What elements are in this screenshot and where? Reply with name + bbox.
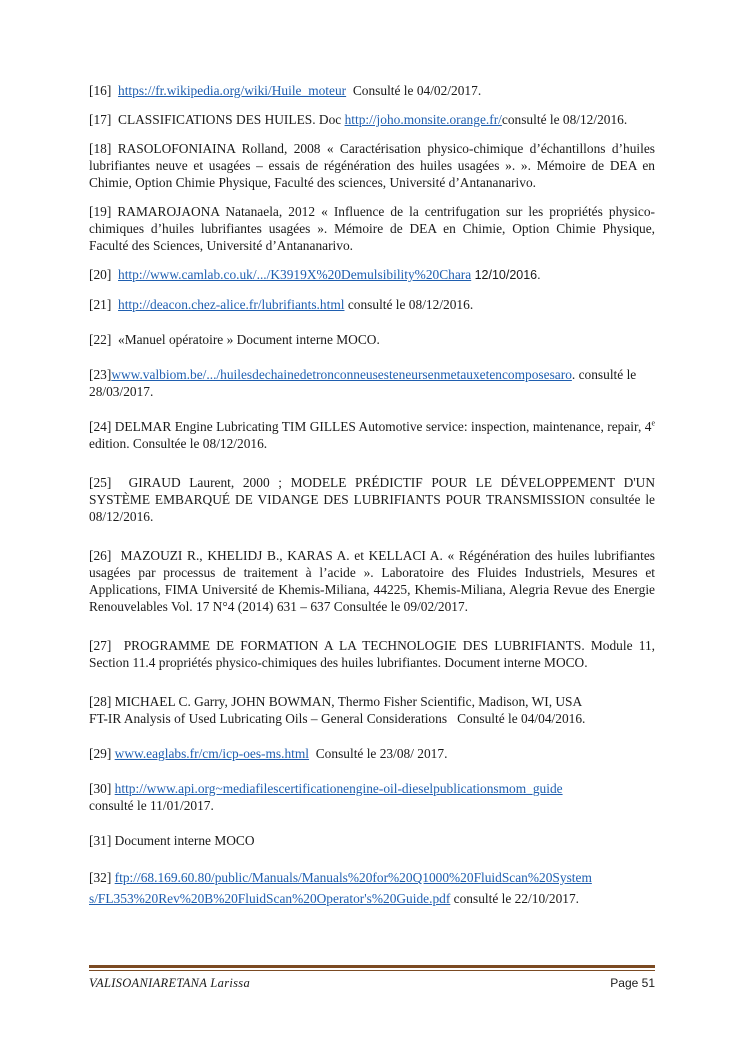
ref-number: [32] <box>89 870 112 885</box>
footer-author: VALISOANIARETANA Larissa <box>89 976 251 990</box>
ref-number: [16] <box>89 83 112 98</box>
ref-line <box>89 693 655 710</box>
ref-text: consulté le 08/12/2016. <box>501 112 628 127</box>
reference-16 <box>89 82 655 99</box>
reference-link[interactable]: http://www.camlab.co.uk/.../K3919X%20Demulsibility%20Chara <box>118 267 472 282</box>
ref-number: [29] <box>89 746 112 761</box>
reference-17 <box>89 111 655 128</box>
ref-text: DELMAR Engine Lubricating TIM GILLES Automotive service: inspection, maintenance, repair, 4 <box>114 419 652 434</box>
ref-text: . consulté le 28/03/2017. <box>89 367 637 399</box>
ref-number: [27] <box>89 638 112 653</box>
ref-number: [19] <box>89 204 112 219</box>
ref-number: [30] <box>89 781 112 796</box>
ref-line: FT-IR Analysis of Used Lubricating Oils – General Considerations Consulté le 04/04/2016. <box>89 711 586 726</box>
ref-text: RAMAROJAONA Natanaela, 2012 « Influence de la centrifugation sur les propriétés physico-chimiques d’huiles lubrifiantes usagées ». Mémoire de DEA en Chimie, Option Chimie Physique, Faculté des Sciences, Université d’Antananarivo. <box>89 204 655 253</box>
ref-text: CLASSIFICATIONS DES HUILES. Doc <box>118 112 342 127</box>
ref-text: «Manuel opératoire » Document interne MOCO. <box>118 332 380 347</box>
ordinal-superscript: e <box>651 418 655 428</box>
reference-26 <box>89 547 655 615</box>
reference-link[interactable]: ftp://68.169.60.80/public/Manuals/Manuals%20for%20Q1000%20FluidScan%20System <box>114 870 592 885</box>
reference-31 <box>89 832 655 849</box>
ref-text: consulté le 08/12/2016. <box>347 297 474 312</box>
reference-32 <box>89 867 655 909</box>
reference-link[interactable]: www.valbiom.be/.../huilesdechainedetronconneusesteneursenmetauxetencomposesaro <box>111 367 572 382</box>
reference-link[interactable]: http://www.api.org~mediafilescertificationengine-oil-dieselpublicationsmom_guide <box>114 781 563 796</box>
reference-25 <box>89 474 655 525</box>
reference-19 <box>89 203 655 254</box>
ref-text: consulté le 22/10/2017. <box>453 891 580 906</box>
reference-list <box>89 82 655 909</box>
reference-link-cont[interactable]: s/FL353%20Rev%20B%20FluidScan%20Operator's%20Guide.pdf <box>89 891 451 906</box>
ref-text: consulté le 11/01/2017. <box>89 798 214 813</box>
ref-number: [25] <box>89 475 112 490</box>
ref-text: 12/10/2016. <box>474 268 541 282</box>
ref-text: MAZOUZI R., KHELIDJ B., KARAS A. et KELLACI A. « Régénération des huiles lubrifiantes usagées par processus de traitement à l’acide ». Laboratoire des Fluides Industriels, Mesures et Applications, FIMA Université de Khemis-Miliana, 44225, Khemis-Miliana, Alegria Revue des Energie Renouvelables Vol. 17 N°4 (2014) 631 – 637 Consultée le 09/02/2017. <box>89 548 655 614</box>
footer-rule <box>89 965 655 968</box>
ref-text: MICHAEL C. Garry, JOHN BOWMAN, Thermo Fisher Scientific, Madison, WI, USA <box>114 694 583 709</box>
reference-27 <box>89 637 655 671</box>
ref-line <box>89 867 655 888</box>
reference-30 <box>89 780 655 814</box>
ref-number: [23] <box>89 367 112 382</box>
reference-link[interactable]: http://joho.monsite.orange.fr/ <box>344 112 502 127</box>
reference-18 <box>89 140 655 191</box>
reference-link[interactable]: https://fr.wikipedia.org/wiki/Huile_moteur <box>118 83 347 98</box>
reference-23 <box>89 366 655 400</box>
ref-number: [31] <box>89 833 112 848</box>
footer-rule-thin <box>89 970 655 971</box>
reference-21 <box>89 296 655 313</box>
ref-number: [21] <box>89 297 112 312</box>
ref-number: [22] <box>89 332 112 347</box>
reference-link[interactable]: www.eaglabs.fr/cm/icp-oes-ms.html <box>114 746 310 761</box>
ref-number: [18] <box>89 141 112 156</box>
reference-22 <box>89 331 655 348</box>
ref-number: [24] <box>89 419 112 434</box>
reference-link[interactable]: http://deacon.chez-alice.fr/lubrifiants.html <box>118 297 345 312</box>
ref-number: [17] <box>89 112 112 127</box>
ref-text: Consulté le 04/02/2017. <box>352 83 482 98</box>
reference-29 <box>89 745 655 762</box>
ref-number: [20] <box>89 267 112 282</box>
ref-number: [26] <box>89 548 112 563</box>
reference-20 <box>89 266 655 284</box>
ref-text: GIRAUD Laurent, 2000 ; MODELE PRÉDICTIF POUR LE DÉVELOPPEMENT D'UN SYSTÈME EMBARQUÉ DE VIDANGE DES LUBRIFIANTS POUR TRANSMISSION consultée le 08/12/2016. <box>89 475 656 524</box>
reference-28 <box>89 693 655 727</box>
ref-text: Consulté le 23/08/ 2017. <box>315 746 448 761</box>
ref-text: Document interne MOCO <box>114 833 255 848</box>
ref-text: PROGRAMME DE FORMATION A LA TECHNOLOGIE DES LUBRIFIANTS. Module 11, Section 11.4 propriétés physico-chimiques des huiles lubrifiantes. Document interne MOCO. <box>89 638 655 670</box>
ref-number: [28] <box>89 694 112 709</box>
ref-line <box>89 888 655 909</box>
reference-24 <box>89 418 655 452</box>
ref-text: RASOLOFONIAINA Rolland, 2008 « Caractérisation physico-chimique d’échantillons d’huiles lubrifiantes neuve et usagées – essais de régénération des huiles usagées ». ». Mémoire de DEA en Chimie, Option Chimie Physique, Faculté des sciences, Université d’Antananarivo. <box>89 141 655 190</box>
ref-text: edition. Consultée le 08/12/2016. <box>89 436 268 451</box>
page-number: Page 51 <box>610 976 655 990</box>
